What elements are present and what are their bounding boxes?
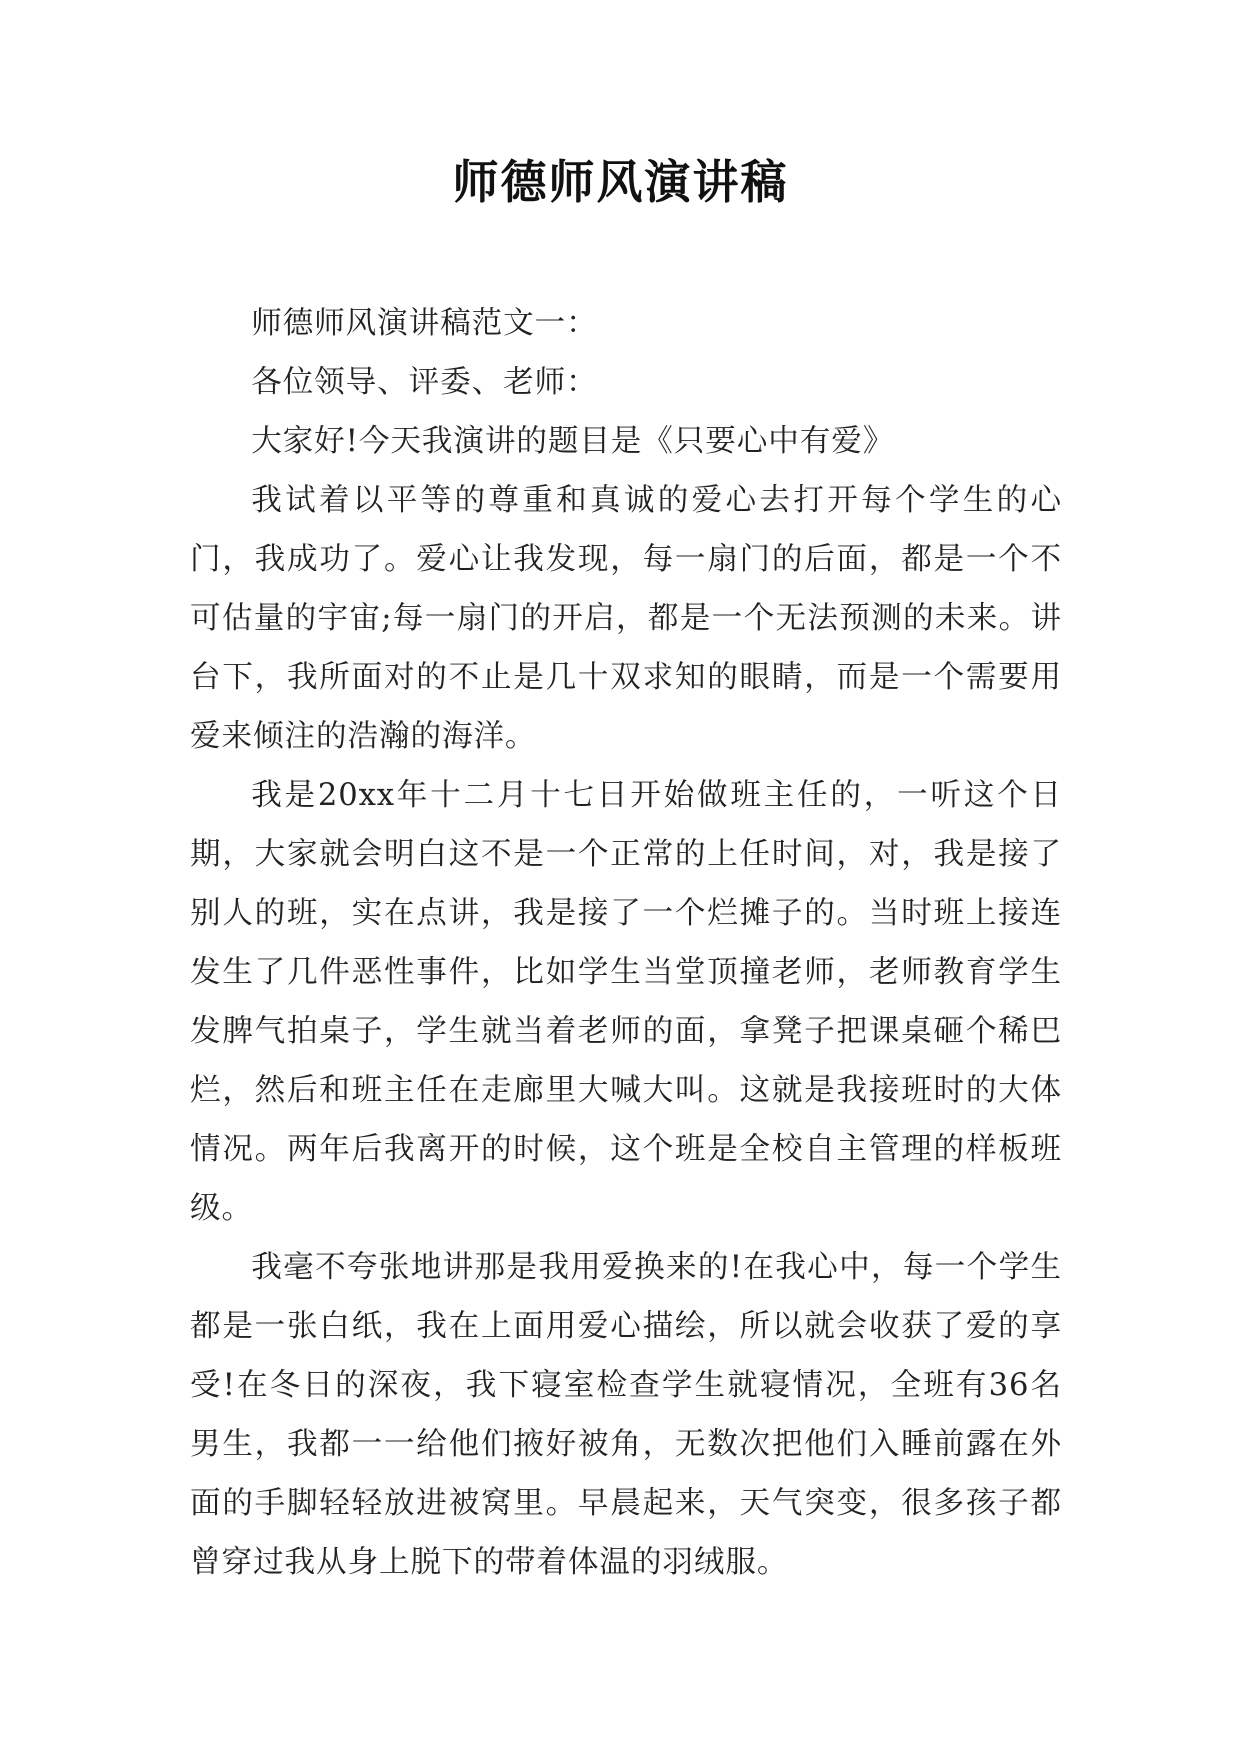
paragraph-salutation: 各位领导、评委、老师：: [251, 365, 598, 400]
document-title: 师德师风演讲稿: [452, 155, 789, 209]
paragraph-body-3: 我毫不夸张地讲那是我用爱换来的!在我心中，每一个学生都是一张白纸，我在上面用爱心描绘，所以就会收获了爱的享受!在冬日的深夜，我下寝室检查学生就寝情况，全班有36名男生，我都一一给他们掖好被角，无数次把他们入睡前露在外面的手脚轻轻放进被窝里。早晨起来，天气突变，很多孩子都曾穿过我从身上脱下的带着体温的羽绒服。: [190, 1250, 1062, 1580]
paragraph-intro-heading: 师德师风演讲稿范文一：: [251, 306, 598, 341]
document-body: [190, 294, 1062, 1592]
paragraph-greeting: 大家好!今天我演讲的题目是《只要心中有爱》: [251, 424, 895, 459]
paragraph-body-2: 我是20xx年十二月十七日开始做班主任的，一听这个日期，大家就会明白这不是一个正常的上任时间，对，我是接了别人的班，实在点讲，我是接了一个烂摊子的。当时班上接连发生了几件恶性事件，比如学生当堂顶撞老师，老师教育学生发脾气拍桌子，学生就当着老师的面，拿凳子把课桌砸个稀巴烂，然后和班主任在走廊里大喊大叫。这就是我接班时的大体情况。两年后我离开的时候，这个班是全校自主管理的样板班级。: [190, 778, 1062, 1226]
paragraph-body-1: 我试着以平等的尊重和真诚的爱心去打开每个学生的心门，我成功了。爱心让我发现，每一扇门的后面，都是一个不可估量的宇宙;每一扇门的开启，都是一个无法预测的未来。讲台下，我所面对的不止是几十双求知的眼睛，而是一个需要用爱来倾注的浩瀚的海洋。: [190, 483, 1062, 754]
